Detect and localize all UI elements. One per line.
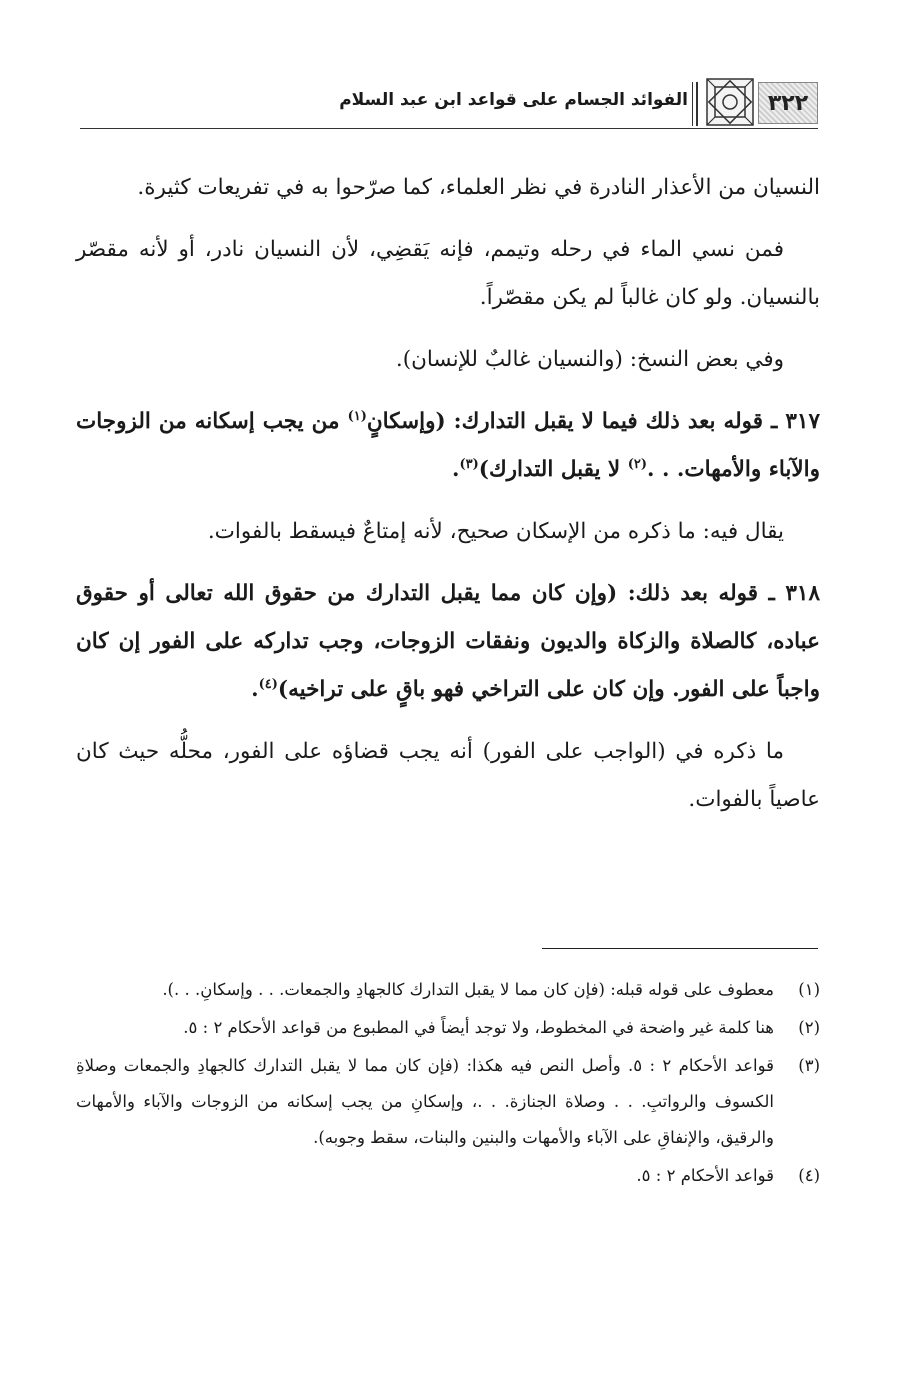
footnote-text: قواعد الأحكام ٢ : ٥. وأصل النص فيه هكذا: (فإن كان مما لا يقبل التدارك كالجهادِ والجمعات وصلاةِ الكسوف والرواتبِ. . . وصلاة الجنازة. . .، وإسكانِ من يجب إسكانه من الزوجات والآباء والأمهات والرقيق، والإنفاقِ على الآباء والأمهات والبنين والبنات، سقط وجوبه). xyxy=(76,1056,774,1147)
footnote-text: معطوف على قوله قبله: (فإن كان مما لا يقبل التدارك كالجهادِ والجمعات. . . وإسكانِ. . .). xyxy=(162,980,774,999)
paragraph: وفي بعض النسخ: (والنسيان غالبٌ للإنسان). xyxy=(395,347,784,372)
matn-text: من يجب إسكانه من الزوجات والآباء والأمهات. . . xyxy=(76,409,820,482)
footnote-text: قواعد الأحكام ٢ : ٥. xyxy=(636,1166,774,1185)
paragraph: ما ذكره في (الواجب على الفور) أنه يجب قضاؤه على الفور، محلُّه حيث كان عاصياً بالفوات. xyxy=(76,739,820,812)
matn-text: ٣١٨ ـ قوله بعد ذلك: (وإن كان مما يقبل التدارك من حقوق الله تعالى أو حقوق عباده، كالصلاة والزكاة والديون ونفقات الزوجات، وجب تداركه على الفور إن كان واجباً على الفور. وإن كان على التراخي فهو باقٍ على تراخيه) xyxy=(76,581,820,702)
footnote-number: (٣) xyxy=(798,1056,820,1075)
footnote-ref[interactable]: (٢) xyxy=(627,456,647,472)
running-title: الفوائد الجسام على قواعد ابن عبد السلام xyxy=(339,90,688,110)
footnotes xyxy=(76,972,820,1196)
footnote-ref[interactable]: (٤) xyxy=(258,676,278,692)
footnote xyxy=(76,1158,820,1194)
footnote-separator xyxy=(542,948,818,949)
matn-paragraph-318 xyxy=(76,570,820,714)
page-header xyxy=(80,78,818,134)
matn-text: . xyxy=(451,457,460,482)
footnote-ref[interactable]: (٣) xyxy=(459,456,479,472)
matn-text: لا يقبل التدارك) xyxy=(478,457,628,482)
footnote xyxy=(76,972,820,1008)
footnote xyxy=(76,1048,820,1156)
matn-text: . xyxy=(251,677,259,702)
footnote xyxy=(76,1010,820,1046)
footnote-number: (٤) xyxy=(798,1166,820,1185)
paragraph: يقال فيه: ما ذكره من الإسكان صحيح، لأنه إمتاعٌ فيسقط بالفوات. xyxy=(207,519,784,544)
header-separator xyxy=(692,82,698,126)
footnote-ref[interactable]: (١) xyxy=(347,408,367,424)
matn-text: ٣١٧ ـ قوله بعد ذلك فيما لا يقبل التدارك: (وإسكانٍ xyxy=(366,409,820,434)
footnote-text: هنا كلمة غير واضحة في المخطوط، ولا توجد أيضاً في المطبوع من قواعد الأحكام ٢ : ٥. xyxy=(183,1018,774,1037)
footnote-number: (١) xyxy=(798,980,820,999)
page-number: ٣٢٢ xyxy=(758,82,818,124)
header-rule xyxy=(80,128,818,129)
paragraph: النسيان من الأعذار النادرة في نظر العلماء، كما صرّحوا به في تفريعات كثيرة. xyxy=(137,175,820,200)
main-text xyxy=(76,164,820,838)
footnote-number: (٢) xyxy=(798,1018,820,1037)
paragraph: فمن نسي الماء في رحله وتيمم، فإنه يَقضِي، لأن النسيان نادر، أو لأنه مقصّر بالنسيان. ولو كان غالباً لم يكن مقصّراً. xyxy=(76,237,820,310)
ornament-icon xyxy=(706,78,754,126)
matn-paragraph-317 xyxy=(76,398,820,494)
